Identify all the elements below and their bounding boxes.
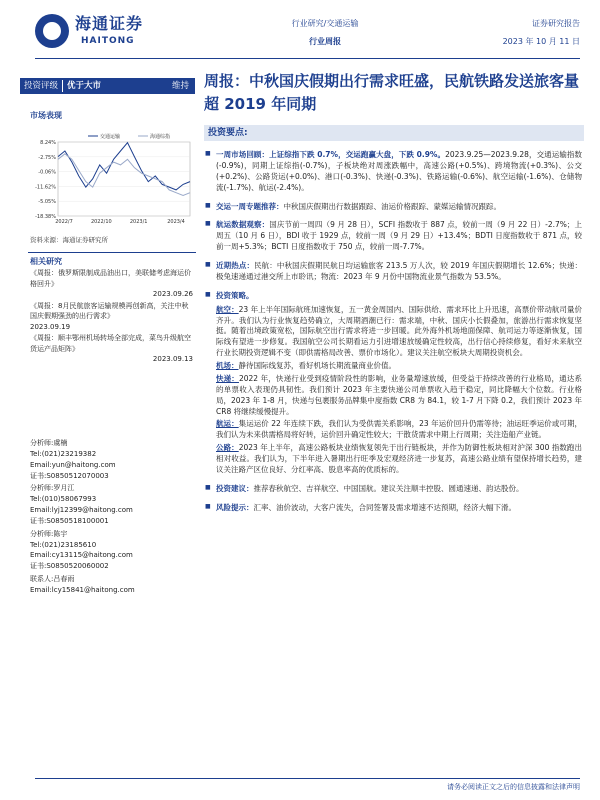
analyst-block: [30, 574, 195, 596]
related-item[interactable]: [30, 268, 195, 300]
analyst-cert: 证书:S0850520060002: [30, 562, 109, 571]
chart-frame: [58, 142, 190, 216]
analyst-cert: 证书:S0850518100001: [30, 516, 109, 525]
point-text: 推荐春秋航空、吉祥航空、中国国航。建议关注顺丰控股、圆通速递、韵达股份。: [253, 483, 524, 493]
point-hotspots: [204, 261, 582, 283]
y-tick-label: -2.75%: [38, 154, 56, 161]
analyst-tel: Tel:(021)23185610: [30, 540, 97, 549]
x-tick-label: 2023/1: [129, 219, 148, 225]
report-date: 2023 年 10 月 11 日: [502, 36, 580, 46]
point-text: 汇率、油价波动，大客户流失，合同签署及需求增速不达预期，经济大幅下滑。: [253, 502, 516, 512]
rating-bar: [20, 78, 195, 94]
point-lead: 一周市场回顾：上证综指下跌 0.7%，交运跑赢大盘，下跌 0.9%。: [216, 150, 446, 159]
related-item-date: 2023.09.13: [152, 355, 193, 363]
report-header: [0, 0, 600, 60]
analyst-name: 联系人:吕春雨: [30, 575, 75, 584]
point-text: 民航：中秋国庆假期民航日均运输旅客 213.5 万人次，较 2019 年国庆假期增长 12.6%；快递：极兔速递通过港交所上市聆讯；物流：2023 年 9 月份中国物流业景气指数为 53.5%。: [216, 261, 582, 281]
analyst-email[interactable]: Email:cy13115@haitong.com: [30, 551, 133, 560]
y-tick-label: -11.62%: [35, 184, 56, 191]
market-chart-svg: [28, 130, 196, 230]
point-strategy: [204, 291, 582, 476]
report-title: 周报：中秋国庆假期出行需求旺盛，民航铁路发送旅客量超 2019 年同期: [204, 72, 580, 114]
y-tick-label: -18.38%: [35, 214, 56, 220]
strategy-kw: 快递：: [216, 373, 239, 383]
investment-points: [204, 150, 582, 522]
footer-divider: [35, 778, 580, 779]
analyst-name: 分析师:虞楠: [30, 439, 68, 447]
point-text: 2023.9.25—2023.9.28，交通运输指数(-0.9%)，同期上证综指(-0.7%)，子板块绝对周涨跌幅中，高速公路(+0.5%)、跨境物流(+0.3%)、公交(+0.2%)、公路货运(+0.0%)、港口(-0.3%)、快递(-0.3%)、铁路运输(-0.6%)、航空运输(-1.6%)、仓储物流(-1.7%)、航运(-2.4%)。: [216, 150, 582, 192]
y-tick-label: -5.05%: [38, 199, 56, 206]
series-line-0: [58, 143, 190, 190]
subcategory-text: 行业周报: [309, 36, 341, 46]
legend-entry: 交通运输: [100, 134, 121, 140]
point-lead: 风险提示：: [216, 502, 254, 512]
strategy-text: 2022 年，快递行业受到疫情阶段性的影响，业务量增速放缓，但受益于持续改善的行业格局，通达系的单票收入表现仍具韧性。我们预计 2023 年主要快递公司单票收入趋于稳定，同比降幅大个位数。行业格局，2023 年 1-8 月，快递与包裹服务品牌集中度指数 CR8 为 84.1，较 1-7 月下降 0.2，我们预计 2023 年 CR8 将继续缓慢提升。: [216, 373, 582, 416]
point-recommendation: [204, 484, 582, 495]
strategy-highway: [216, 443, 582, 476]
related-item[interactable]: [30, 301, 195, 333]
x-tick-label: 2023/4: [167, 219, 185, 225]
logo-mark-icon: [35, 14, 69, 48]
strategy-express: [216, 374, 582, 418]
point-shipping: [204, 220, 582, 253]
analyst-name: 分析师:陈宇: [30, 529, 68, 538]
market-chart: [28, 130, 196, 230]
related-item-text: 《周报：8月民航旅客运输规模再创新高，关注中秋国庆假期强劲的出行需求》: [30, 301, 189, 320]
point-topic: [204, 202, 582, 213]
y-tick-label: -0.06%: [38, 169, 56, 176]
strategy-aviation: [216, 305, 582, 359]
x-tick-label: 2022/7: [55, 219, 73, 225]
logo-en-text: HAITONG: [81, 36, 135, 46]
point-risk: [204, 503, 582, 514]
header-right: [470, 18, 580, 47]
strategy-text: 2023 年上半年，高速公路板块业绩恢复领先于出行链板块，并作为防御性板块相对沪深 300 指数跑出相对收益。我们认为，下半年进入暑期出行旺季及宏观经济进一步复苏，高速公路业绩有望保持增长趋势，建议关注路产区位良好、分红率高、股息率高的优质标的。: [216, 443, 582, 474]
haitong-logo: [35, 12, 145, 52]
analyst-cert: 证书:S0850512070003: [30, 471, 109, 480]
rating-value: 优于大市: [67, 80, 102, 91]
point-lead: ■ 投资策略。: [216, 290, 254, 300]
strategy-text: 静待国际线复苏，看好机场长期流量商业价值。: [238, 361, 396, 370]
rating-status: 维持: [171, 80, 189, 91]
analyst-tel: Tel:(021)23219382: [30, 449, 97, 458]
header-category: [270, 18, 380, 47]
analyst-email[interactable]: Email:yun@haitong.com: [30, 460, 116, 469]
strategy-shipping: [216, 419, 582, 441]
analyst-block: [30, 529, 195, 572]
related-item-text: 《周报：顺丰鄂州机场转场全部完成，菜鸟升级航空货运产品矩阵》: [30, 334, 191, 353]
related-list: [30, 268, 195, 366]
point-text: 中秋国庆假期出行数据跟踪、油运价格跟踪、蒙媒运输情况跟踪。: [283, 201, 501, 211]
analyst-block: [30, 483, 195, 526]
footer-disclaimer: 请务必阅读正文之后的信息披露和法律声明: [447, 783, 580, 791]
legend-entry: 海通综指: [150, 134, 171, 140]
report-type-text: 证券研究报告: [532, 19, 580, 28]
strategy-airport: [216, 361, 582, 372]
market-label: 市场表现: [30, 111, 62, 120]
strategy-kw: 航空：: [216, 304, 239, 314]
related-item[interactable]: [30, 333, 195, 365]
rating-label: 投资评级: [24, 80, 59, 91]
related-item-text: 《周报：俄罗斯限制成品油出口，美联储考虑海运价格回升》: [30, 269, 191, 288]
x-tick-label: 2022/10: [90, 219, 112, 225]
related-item-date: 2023.09.19: [30, 322, 71, 331]
y-tick-label: 8.24%: [40, 140, 56, 146]
strategy-kw: 机场：: [216, 361, 239, 370]
analyst-email[interactable]: Email:lcy15841@haitong.com: [30, 585, 135, 594]
strategy-text: 23 年上半年国际航班加速恢复，五一黄金周国内、国际供给、需求环比上升迅速，高票价带动航司量价齐升。我们认为行业恢复趋势确立，大周期酒潮已行：需求端，中秋、国庆小长假叠加，旅游出行需求恢复坚挺。随着出境政策宽松，国际航空出行需求将进一步回暖。此外海外机场地面保障、航司运力等逐渐恢复，国际线有望进一步修复。我国航空公司长期看运力引进增速放缓确定性较高，出行信心持续修复，看好未来航空行业长期投资逻辑不变（即供需格局改善、票价市场化）。建议关注航空板块大周期投资机会。: [216, 304, 582, 358]
category-text: 行业研究/交通运输: [291, 19, 359, 28]
left-divider-1: [28, 252, 196, 253]
analyst-email[interactable]: Email:lyj12399@haitong.com: [30, 506, 133, 515]
point-market-review: [204, 150, 582, 194]
related-label: 相关研究: [30, 257, 62, 266]
related-item-date: 2023.09.26: [152, 290, 193, 298]
strategy-text: 集运运价 22 年连续下跌，我们认为受供需关系影响，23 年运价回升仍需等待；油运旺季运价或可期，我们认为未来供需格局将好转，运价回升确定性较大；干散货需求中期上行周期；关注造船产业链。: [216, 419, 582, 440]
point-lead: 交运一周专题推荐：: [216, 201, 284, 211]
strategy-kw: 航运：: [216, 419, 239, 429]
point-lead: 航运数据观察：: [216, 220, 270, 230]
analyst-tel: Tel:(010)58067993: [30, 495, 97, 504]
analyst-list: [30, 438, 195, 598]
analyst-name: 分析师:罗月江: [30, 484, 75, 493]
strategy-kw: 公路：: [216, 443, 239, 453]
point-text: 国庆节前一周四（9 月 28 日），SCFI 指数收于 887 点，较前一周（9 月 22 日）-2.7%；上周五（10 月 6 日），BDI 收于 1929 点，较前一周（9 月 29 日）+13.4%；BDTI 日度指数收于 871 点，较前一周+5.3%；BCTI 日度指数收于 750 点，较前一周-7.7%。: [216, 220, 583, 252]
point-lead: 投资建议：: [216, 483, 254, 493]
investment-points-header: 投资要点:: [204, 125, 584, 141]
analyst-block: [30, 438, 195, 481]
logo-cn-text: 海通证券: [75, 14, 144, 33]
header-divider: [35, 58, 580, 59]
point-lead: 近期热点：: [216, 261, 255, 270]
chart-source: 资料来源：海通证券研究所: [30, 236, 108, 244]
